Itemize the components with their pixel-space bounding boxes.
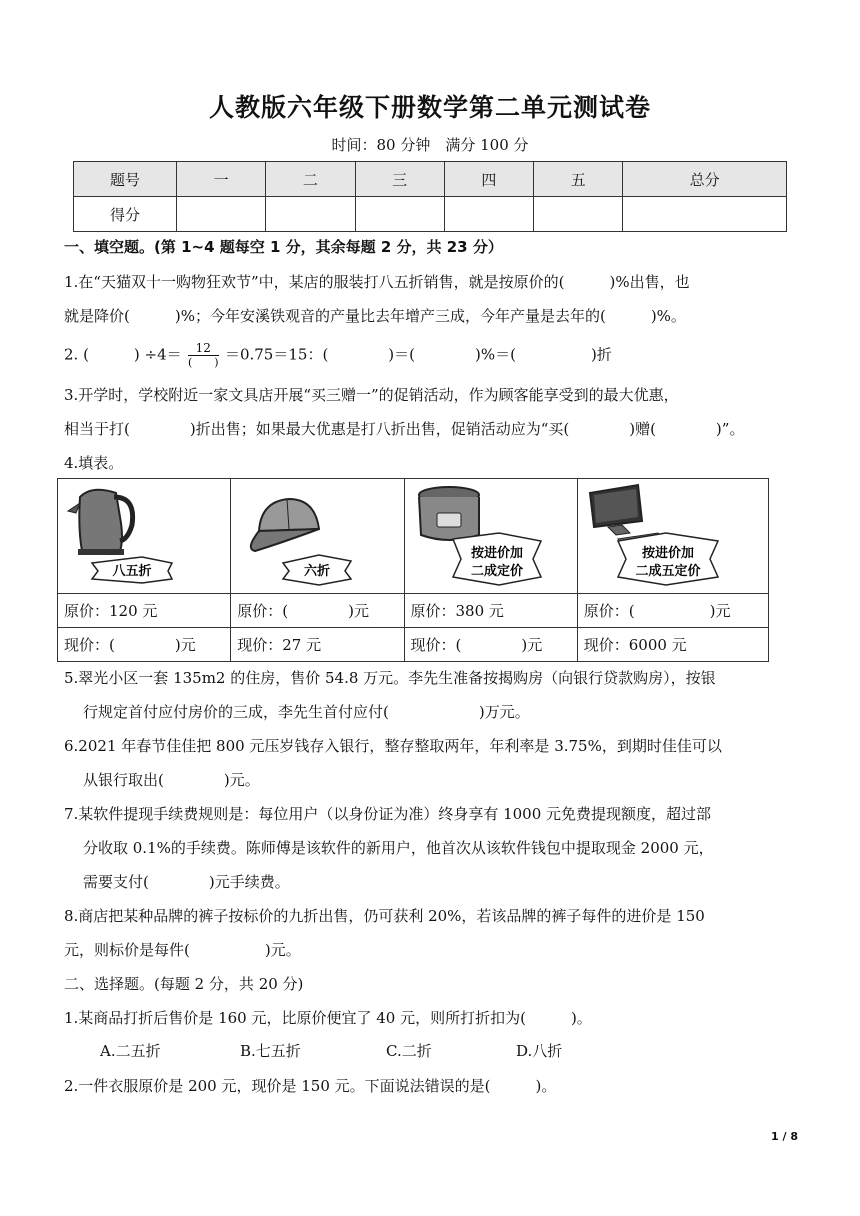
section1-heading: 一、填空题。(第 1~4 题每空 1 分，其余每题 2 分，共 23 分）	[64, 238, 503, 256]
score-cell	[623, 197, 787, 232]
score-header-cell: 一	[177, 162, 266, 197]
score-cell	[177, 197, 266, 232]
price-table	[57, 478, 769, 662]
cap-discount-tag: 六折	[304, 564, 331, 579]
cooker-tag-line2: 二成定价	[470, 564, 523, 579]
mc-q1-options	[100, 1040, 562, 1062]
cap-cell	[231, 479, 404, 594]
mc-q1: 1.某商品打折后售价是 160 元，比原价便宜了 40 元，则所打折扣为( )。	[64, 1009, 592, 1027]
kettle-discount-tag: 八五折	[112, 564, 152, 579]
computer-cell	[577, 479, 768, 594]
q5-line1: 5.翠光小区一套 135m2 的住房，售价 54.8 万元。李先生准备按揭购房（向银行贷款购房），按银	[64, 669, 716, 687]
q3-line2: 相当于打( )折出售；如果最大优惠是打八折出售，促销活动应为“买( )赠( )”。	[64, 420, 745, 438]
q4-label: 4.填表。	[64, 454, 124, 472]
score-cell	[266, 197, 355, 232]
option-c: C.二折	[386, 1042, 432, 1060]
q2-left: 2. ( ) ÷4＝	[64, 345, 182, 364]
cap-icon	[231, 479, 408, 593]
q7-line2: 分收取 0.1%的手续费。陈师傅是该软件的新用户，他首次从该软件钱包中提取现金 2000 元，	[83, 839, 714, 857]
cooker-cell	[404, 479, 577, 594]
score-header-cell: 三	[355, 162, 444, 197]
q1-line2: 就是降价( )%；今年安溪铁观音的产量比去年增产三成，今年产量是去年的( )%。	[64, 307, 686, 325]
q1-line1: 1.在“天猫双十一购物狂欢节”中，某店的服装打八五折销售，就是按原价的( )%出售，也	[64, 273, 690, 291]
computer-original-price: 原价：( )元	[577, 594, 768, 628]
score-table-row	[74, 197, 787, 232]
score-header-cell: 题号	[74, 162, 177, 197]
cap-current-price: 现价：27 元	[231, 628, 404, 662]
score-header-cell: 五	[534, 162, 623, 197]
kettle-icon	[58, 479, 235, 593]
score-header-cell: 四	[444, 162, 533, 197]
q2-line	[64, 341, 799, 370]
cooker-original-price: 原价：380 元	[404, 594, 577, 628]
option-b: B.七五折	[240, 1042, 301, 1060]
score-header-cell: 二	[266, 162, 355, 197]
score-table	[73, 161, 787, 232]
q3-line1: 3.开学时，学校附近一家文具店开展“买三赠一”的促销活动，作为顾客能享受到的最大优惠，	[64, 386, 679, 404]
cooker-tag-line1: 按进价加	[470, 546, 523, 561]
score-cell	[444, 197, 533, 232]
score-cell	[355, 197, 444, 232]
computer-tag-line1: 按进价加	[641, 546, 694, 561]
q5-line2: 行规定首付应付房价的三成，李先生首付应付( )万元。	[83, 703, 530, 721]
page-title: 人教版六年级下册数学第二单元测试卷	[208, 93, 651, 122]
computer-tag-line2: 二成五定价	[635, 564, 701, 579]
section2-heading: 二、选择题。(每题 2 分，共 20 分)	[64, 975, 304, 993]
q7-line3: 需要支付( )元手续费。	[83, 873, 290, 891]
q2-fraction	[188, 341, 219, 370]
computer-current-price: 现价：6000 元	[577, 628, 768, 662]
score-table-header	[74, 162, 787, 197]
cap-original-price: 原价：( )元	[231, 594, 404, 628]
rice-cooker-icon	[405, 479, 582, 593]
q8-line1: 8.商店把某种品牌的裤子按标价的九折出售，仍可获利 20%，若该品牌的裤子每件的进价是 150	[64, 907, 705, 925]
cooker-current-price: 现价：( )元	[404, 628, 577, 662]
mc-q2: 2.一件衣服原价是 200 元，现价是 150 元。下面说法错误的是( )。	[64, 1077, 557, 1095]
kettle-current-price: 现价：( )元	[58, 628, 231, 662]
score-header-cell: 总分	[623, 162, 787, 197]
q2-fraction-numerator: 12	[188, 341, 219, 356]
q2-right: ＝0.75＝15：( )＝( )%＝( )折	[224, 345, 612, 364]
q6-line1: 6.2021 年春节佳佳把 800 元压岁钱存入银行，整存整取两年，年利率是 3.75%，到期时佳佳可以	[64, 737, 722, 755]
q7-line1: 7.某软件提现手续费规则是：每位用户（以身份证为准）终身享有 1000 元免费提现额度，超过部	[64, 805, 712, 823]
option-d: D.八折	[516, 1042, 563, 1060]
kettle-cell	[58, 479, 231, 594]
score-row-label: 得分	[74, 197, 177, 232]
q6-line2: 从银行取出( )元。	[83, 771, 260, 789]
q2-fraction-denominator: ( )	[188, 356, 219, 369]
page-number: 1 / 8	[771, 1130, 798, 1143]
option-a: A.二五折	[100, 1042, 161, 1060]
exam-info: 时间：80 分钟 满分 100 分	[331, 136, 529, 154]
computer-icon	[578, 479, 755, 593]
kettle-original-price: 原价：120 元	[58, 594, 231, 628]
q8-line2: 元，则标价是每件( )元。	[64, 941, 301, 959]
score-cell	[534, 197, 623, 232]
